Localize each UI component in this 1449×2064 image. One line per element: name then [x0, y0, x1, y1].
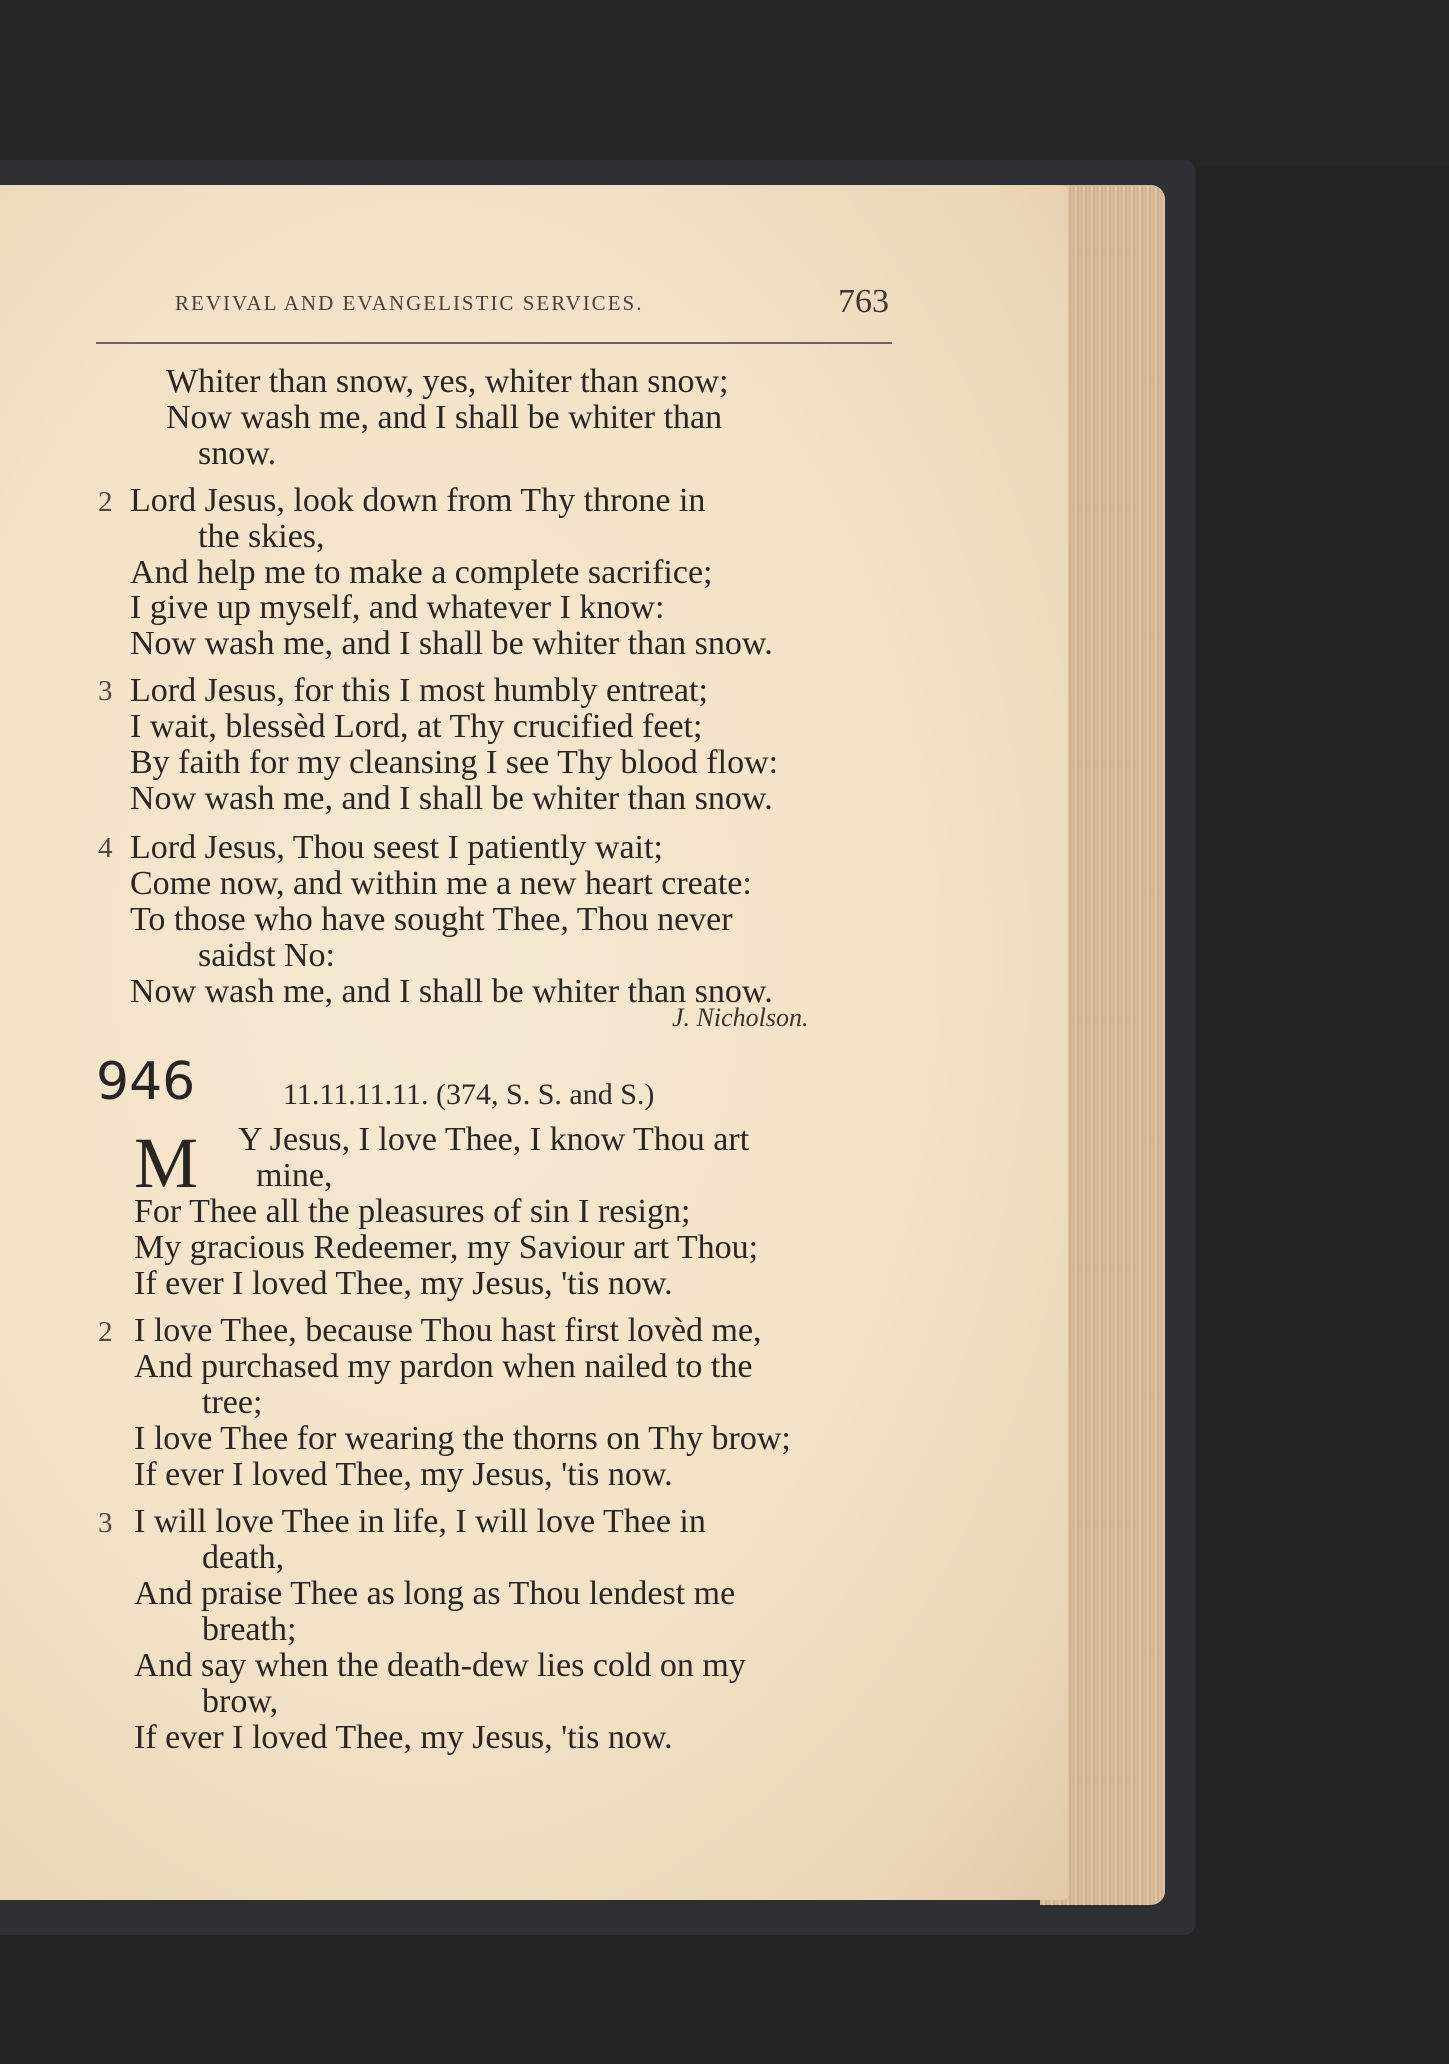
- text-line: the skies,: [198, 518, 325, 555]
- text-line: If ever I loved Thee, my Jesus, 'tis now.: [134, 1456, 673, 1493]
- text-line: Now wash me, and I shall be whiter than snow.: [130, 625, 773, 662]
- drop-cap: M: [134, 1123, 199, 1203]
- text-line: I give up myself, and whatever I know:: [130, 589, 665, 626]
- text-line: I wait, blessèd Lord, at Thy crucified feet;: [130, 708, 703, 745]
- text-line: If ever I loved Thee, my Jesus, 'tis now.: [134, 1265, 673, 1302]
- verse-number: 2: [98, 486, 113, 518]
- page-header: [175, 283, 895, 323]
- text-line: My gracious Redeemer, my Saviour art Thou;: [134, 1229, 759, 1266]
- text-line: brow,: [202, 1683, 279, 1720]
- text-line: Now wash me, and I shall be whiter than: [166, 399, 723, 436]
- hymn-number: 946: [96, 1052, 196, 1112]
- text-line: Lord Jesus, look down from Thy throne in: [130, 482, 706, 519]
- text-line: saidst No:: [198, 937, 335, 974]
- text-line: tree;: [202, 1384, 263, 1421]
- text-line: Whiter than snow, yes, whiter than snow;: [166, 363, 729, 400]
- text-line: I love Thee, because Thou hast first lovèd me,: [134, 1312, 762, 1349]
- text-line: snow.: [198, 435, 277, 472]
- text-line: Lord Jesus, Thou seest I patiently wait;: [130, 829, 663, 866]
- text-line: By faith for my cleansing I see Thy blood flow:: [130, 744, 779, 781]
- running-head: REVIVAL AND EVANGELISTIC SERVICES.: [175, 291, 644, 315]
- header-rule: [96, 342, 892, 344]
- text-line: To those who have sought Thee, Thou never: [130, 901, 733, 938]
- book-page: [0, 185, 1068, 1900]
- text-line: Now wash me, and I shall be whiter than snow.: [130, 973, 773, 1010]
- text-line: And praise Thee as long as Thou lendest me: [134, 1575, 736, 1612]
- verse-number: 4: [98, 832, 113, 864]
- text-line: I will love Thee in life, I will love Thee in: [134, 1503, 706, 1540]
- verse-number: 2: [98, 1316, 113, 1348]
- background: [0, 0, 1449, 165]
- text-line: Now wash me, and I shall be whiter than snow.: [130, 780, 773, 817]
- text-line: breath;: [202, 1611, 297, 1648]
- text-line: And say when the death-dew lies cold on my: [134, 1647, 746, 1684]
- author-attribution: J. Nicholson.: [672, 1003, 809, 1032]
- text-line: For Thee all the pleasures of sin I resign;: [134, 1193, 691, 1230]
- text-line: And purchased my pardon when nailed to the: [134, 1348, 753, 1385]
- page-number: 763: [838, 283, 889, 320]
- text-line: death,: [202, 1539, 285, 1576]
- text-line: And help me to make a complete sacrifice;: [130, 554, 713, 591]
- text-line: Lord Jesus, for this I most humbly entreat;: [130, 672, 708, 709]
- text-line: Y Jesus, I love Thee, I know Thou art: [238, 1121, 750, 1158]
- text-line: If ever I loved Thee, my Jesus, 'tis now.: [134, 1719, 673, 1756]
- text-line: mine,: [256, 1157, 333, 1194]
- text-line: I love Thee for wearing the thorns on Thy brow;: [134, 1420, 791, 1457]
- hymn-meter: 11.11.11.11. (374, S. S. and S.): [283, 1078, 655, 1111]
- verse-number: 3: [98, 1507, 113, 1539]
- verse-number: 3: [98, 675, 113, 707]
- text-line: Come now, and within me a new heart create:: [130, 865, 752, 902]
